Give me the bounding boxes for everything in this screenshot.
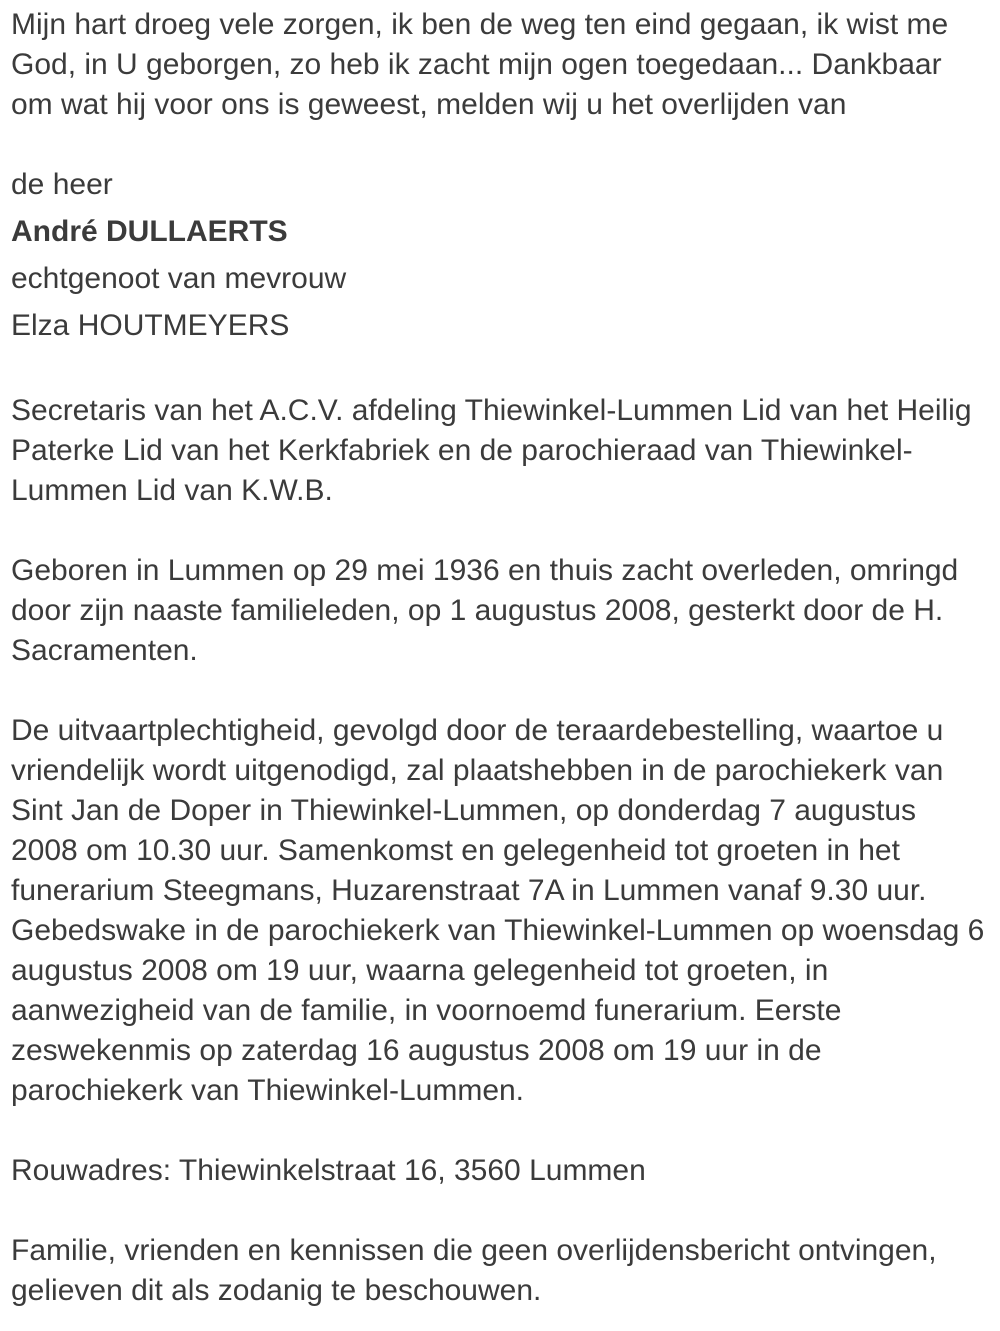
relation-line: echtgenoot van mevrouw [11,262,347,295]
deceased-name: André DULLAERTS [11,215,288,248]
intro-paragraph: Mijn hart droeg vele zorgen, ik ben de weg ten eind gegaan, ik wist me God, in U geborgen, zo heb ik zacht mijn ogen toegedaan... Dankbaar om wat hij voor ons is geweest, melden wij u het overlijden van [11,8,949,121]
closing-note-paragraph: Familie, vrienden en kennissen die geen overlijdensbericht ontvingen, gelieven dit als zodanig te beschouwen. [11,1234,937,1307]
funeral-details-paragraph: De uitvaartplechtigheid, gevolgd door de teraardebestelling, waartoe u vriendelijk wordt uitgenodigd, zal plaatshebben in de parochiekerk van Sint Jan de Doper in Thiewinkel-Lummen, op donderdag 7 augustus 2008 om 10.30 uur. Samenkomst en gelegenheid tot groeten in het funerarium Steegmans, Huzarenstraat 7A in Lummen vanaf 9.30 uur. Gebedswake in de parochiekerk van Thiewinkel-Lummen op woensdag 6 augustus 2008 om 19 uur, waarna gelegenheid tot groeten, in aanwezigheid van de familie, in voornoemd funerarium. Eerste zeswekenmis op zaterdag 16 augustus 2008 om 19 uur in de parochiekerk van Thiewinkel-Lummen. [11,714,985,1107]
mourning-address-line: Rouwadres: Thiewinkelstraat 16, 3560 Lummen [11,1154,646,1187]
spouse-name: Elza HOUTMEYERS [11,309,290,342]
memberships-paragraph: Secretaris van het A.C.V. afdeling Thiewinkel-Lummen Lid van het Heilig Paterke Lid van het Kerkfabriek en de parochieraad van Thiewinkel-Lummen Lid van K.W.B. [11,394,972,507]
birth-death-paragraph: Geboren in Lummen op 29 mei 1936 en thuis zacht overleden, omringd door zijn naaste familieleden, op 1 augustus 2008, gesterkt door de H. Sacramenten. [11,554,959,667]
salutation-line: de heer [11,168,113,201]
